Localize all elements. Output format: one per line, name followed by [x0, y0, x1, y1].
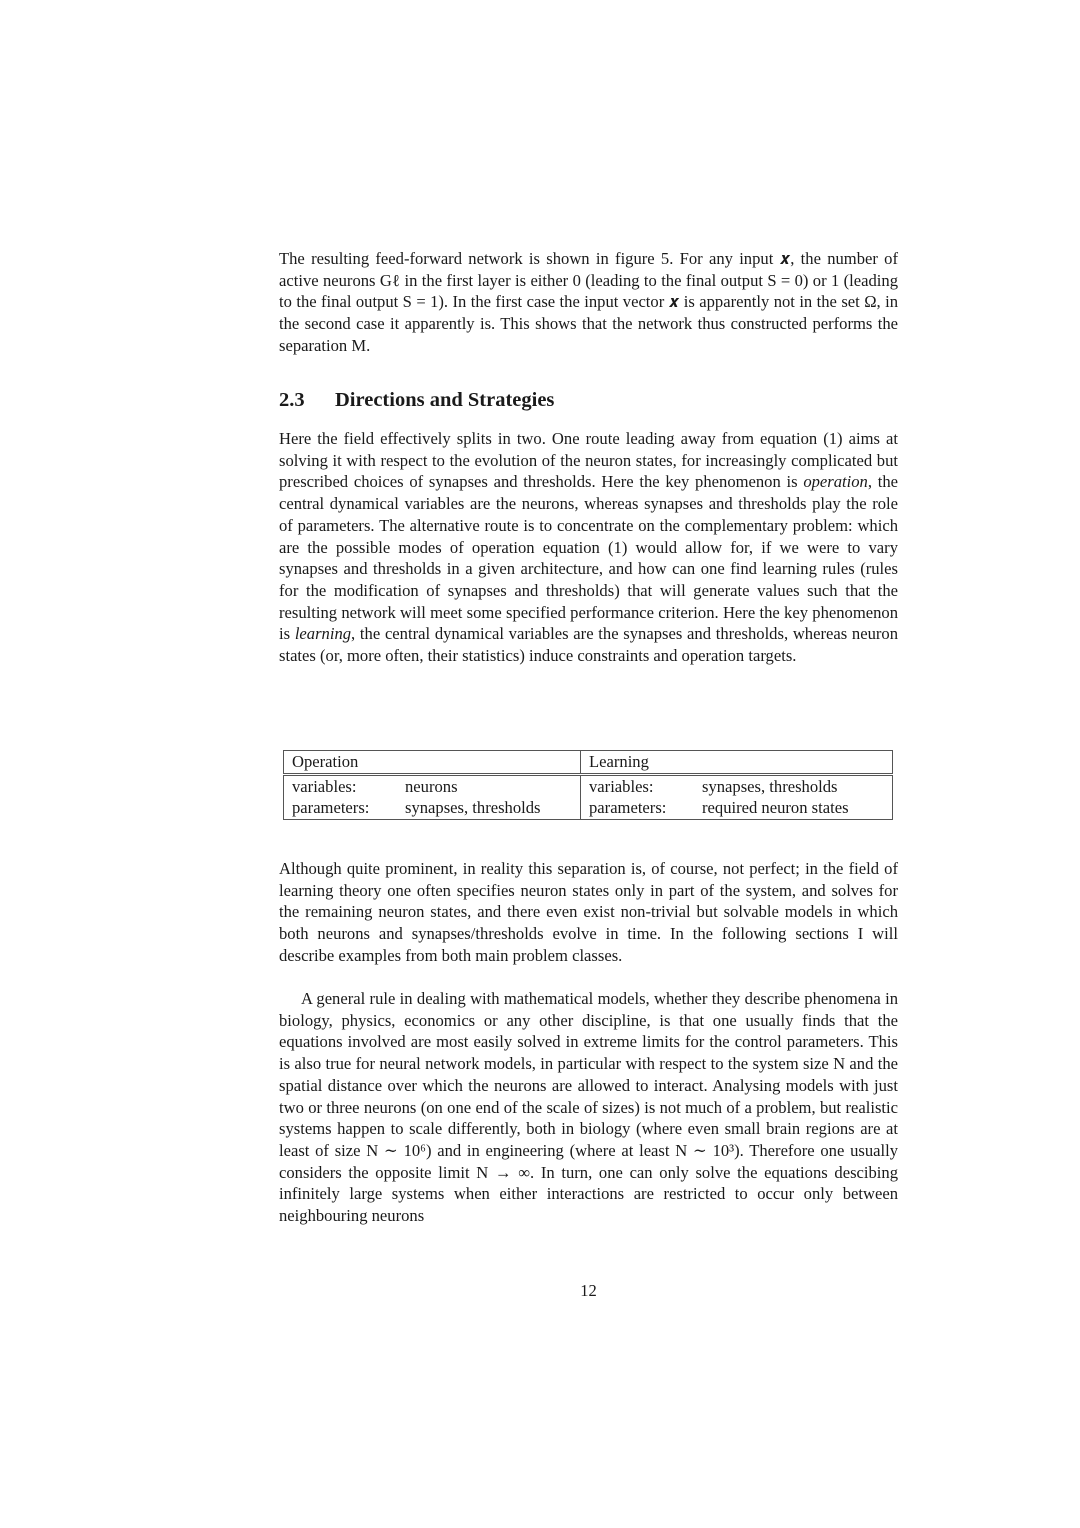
emphasis-learning: learning — [294, 624, 352, 644]
table-row — [292, 776, 572, 798]
header-learning: Learning — [581, 751, 893, 775]
row-value: required neuron states — [702, 798, 849, 818]
section-number: 2.3 — [279, 389, 305, 411]
table-row — [589, 797, 884, 819]
row-value: neurons — [405, 776, 458, 796]
section-heading — [279, 389, 898, 412]
paragraph-text: , the central dynamical variables are the neurons, whereas synapses and thresholds play the role of parameters. The alternative route is to concentrate on the complementary problem: which are the possible modes of operation equation (1) would allow for, if we were to vary synapses and thresholds in a given architecture, and how can one find learning rules (rules for the modification of synapses and thresholds) that will generate values such that the resulting network will meet some specified performance criterion. Here the key phenomenon is — [279, 472, 898, 644]
paragraph-network-separation: The resulting feed-forward network is shown in figure 5. For any input 𝒙, the number of active neurons Gℓ in the first layer is either 0 (leading to the final output S = 0) or 1 (leading to the final output S = 1). In the first case the input vector 𝒙 is apparently not in the set Ω, in the second case it apparently is. This shows that the network thus constructed performs the separation M. — [279, 249, 898, 355]
paragraph-separation-imperfect: Although quite prominent, in reality this separation is, of course, not perfect; in the field of learning theory one often specifies neuron states only in part of the system, and solves for the remaining neuron states, and there even exist non-trivial but solvable models in which both neurons and synapses/thresholds evolve in time. In the following sections I will describe examples from both main problem classes. — [279, 859, 898, 965]
paragraph-text: Here the field effectively splits in two. One route leading away from equation (1) aims at solving it with respect to the evolution of the neuron states, for increasingly complicated but prescribed choices of synapses and thresholds. Here the key phenomenon is — [279, 429, 898, 492]
row-value: synapses, thresholds — [405, 798, 541, 818]
row-label: variables: — [292, 776, 357, 796]
table-header-row — [284, 751, 893, 775]
section-title: Directions and Strategies — [335, 389, 555, 411]
row-label: parameters: — [589, 798, 667, 818]
header-operation: Operation — [284, 751, 581, 775]
operation-learning-table — [283, 750, 893, 820]
table-body-row — [284, 774, 893, 819]
row-label: parameters: — [292, 798, 370, 818]
paragraph-general-rule: A general rule in dealing with mathematical models, whether they describe phenomena in biology, physics, economics or any other discipline, is that one usually finds that the equations involved are most easily solved in extreme limits for the control parameters. This is also true for neural network models, in particular with respect to the system size N and the spatial distance over which the neurons are allowed to interact. Analysing models with just two or three neurons (on one end of the scale of sizes) is not much of a problem, but realistic systems happen to scale differently, both in biology (where even small brain regions are at least of size N ∼ 10⁶) and in engineering (where at least N ∼ 10³). Therefore one usually considers the opposite limit N → ∞. In turn, one can only solve the equations descibing infinitely large systems when either interactions are restricted to occur only between neighbouring neurons — [279, 989, 898, 1226]
operation-cell — [284, 774, 581, 819]
row-label: variables: — [589, 776, 654, 796]
table-row — [292, 797, 572, 819]
paragraph-directions — [279, 428, 898, 667]
row-value: synapses, thresholds — [702, 776, 838, 796]
paragraph-text: , the central dynamical variables are the synapses and thresholds, whereas neuron states (or, more often, their statistics) induce constraints and operation targets. — [279, 624, 899, 666]
learning-cell — [581, 774, 893, 819]
page-number: 12 — [580, 1281, 597, 1300]
table-row — [589, 776, 884, 798]
emphasis-operation: operation — [803, 472, 868, 492]
